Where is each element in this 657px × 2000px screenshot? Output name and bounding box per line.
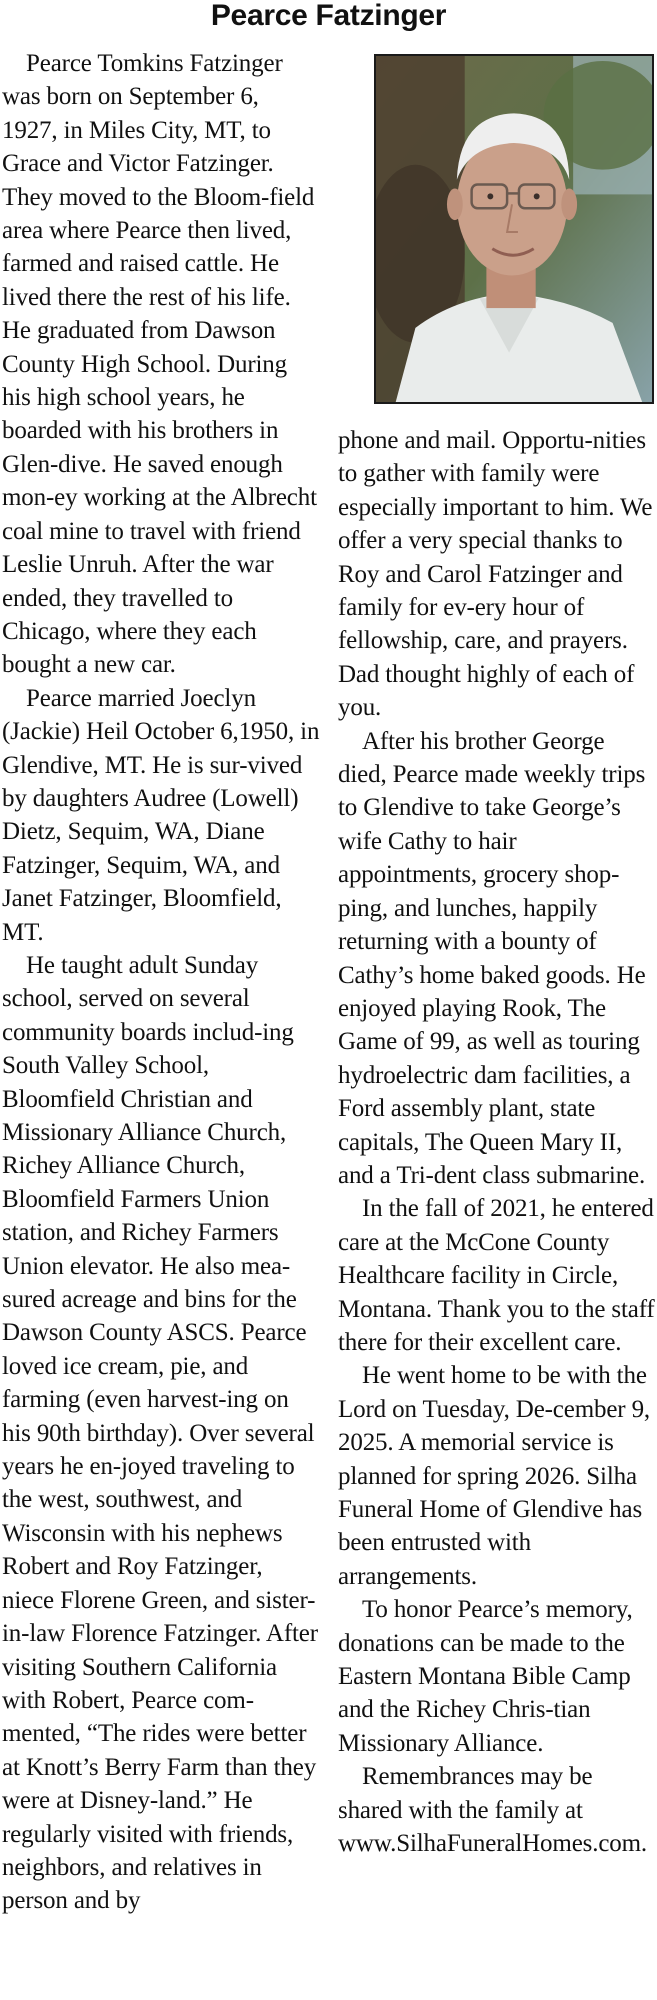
paragraph-early-life: Pearce Tomkins Fatzinger was born on September 6, 1927, in Miles City, MT, to Grace and Victor Fatzinger. They moved to the Bloom-field area where Pearce then lived, farmed and raised cattle. He lived there the rest of his life. He graduated from Dawson County High School. During his high school years, he boarded with his brothers in Glen-dive. He saved enough mon-ey working at the Albrecht coal mine to travel with friend Leslie Unruh. After the war ended, they travelled to Chicago, where they each bought a new car.	[2, 50, 317, 679]
paragraph-community: He taught adult Sunday school, served on several community boards includ-ing South Valley School, Bloomfield Christian and Missionary Alliance Church, Richey Alliance Church, Bloomfield Farmers Union station, and Richey Farmers Union elevator. He also mea-sured acreage and bins for the Dawson County ASCS. Pearce loved ice cream, pie, and farming (even harvest-ing on his 90th birthday). Over several years he en-joyed traveling to the west, southwest, and Wisconsin with his nephews Robert and Roy Fatzinger, niece Florene Green, and sister-in-law Florence Fatzinger. After visiting Southern California with Robert, Pearce com-mented, “The rides were better at Knott’s Berry Farm than they were at Disney-land.” He regularly visited with friends, neighbors, and relatives in person and by	[2, 951, 318, 1915]
paragraph-family: Pearce married Joeclyn (Jackie) Heil October 6,1950, in Glendive, MT. He is sur-vived by daughters Audree (Lowell) Dietz, Sequim, WA, Diane Fatzinger, Sequim, WA, and Janet Fatzinger, Bloomfield, MT.	[2, 684, 320, 946]
paragraph-care: In the fall of 2021, he entered care at the McCone County Healthcare facility in Circle, Montana. Thank you to the staff there for their excellent care.	[338, 1195, 655, 1356]
paragraph-george: After his brother George died, Pearce made weekly trips to Glendive to take George’s wife Cathy to hair appointments, grocery shop-ping, and lunches, happily returning with a bounty of Cathy’s home baked goods. He enjoyed playing Rook, The Game of 99, as well as touring hydroelectric dam facilities, a Ford assembly plant, state capitals, The Queen Mary II, and a Tri-dent class submarine.	[338, 727, 646, 1189]
portrait-photo	[374, 54, 654, 404]
paragraph-remembrances: Remembrances may be shared with the family at www.SilhaFuneralHomes.com.	[338, 1763, 648, 1858]
right-column	[338, 424, 656, 1860]
portrait-icon	[376, 56, 652, 402]
page-title: Pearce Fatzinger	[210, 0, 447, 32]
paragraph-donations: To honor Pearce’s memory, donations can be made to the Eastern Montana Bible Camp and the Richey Chris-tian Missionary Alliance.	[338, 1596, 633, 1757]
paragraph-service: He went home to be with the Lord on Tuesday, De-cember 9, 2025. A memorial service is planned for spring 2026. Silha Funeral Home of Glendive has been entrusted with arrangements.	[338, 1362, 651, 1590]
paragraph-continuation: phone and mail. Opportu-nities to gather with family were especially important to him. We offer a very special thanks to Roy and Carol Fatzinger and family for ev-ery hour of fellowship, care, and prayers. Dad thought highly of each of you.	[338, 427, 653, 722]
left-column	[2, 47, 320, 1918]
